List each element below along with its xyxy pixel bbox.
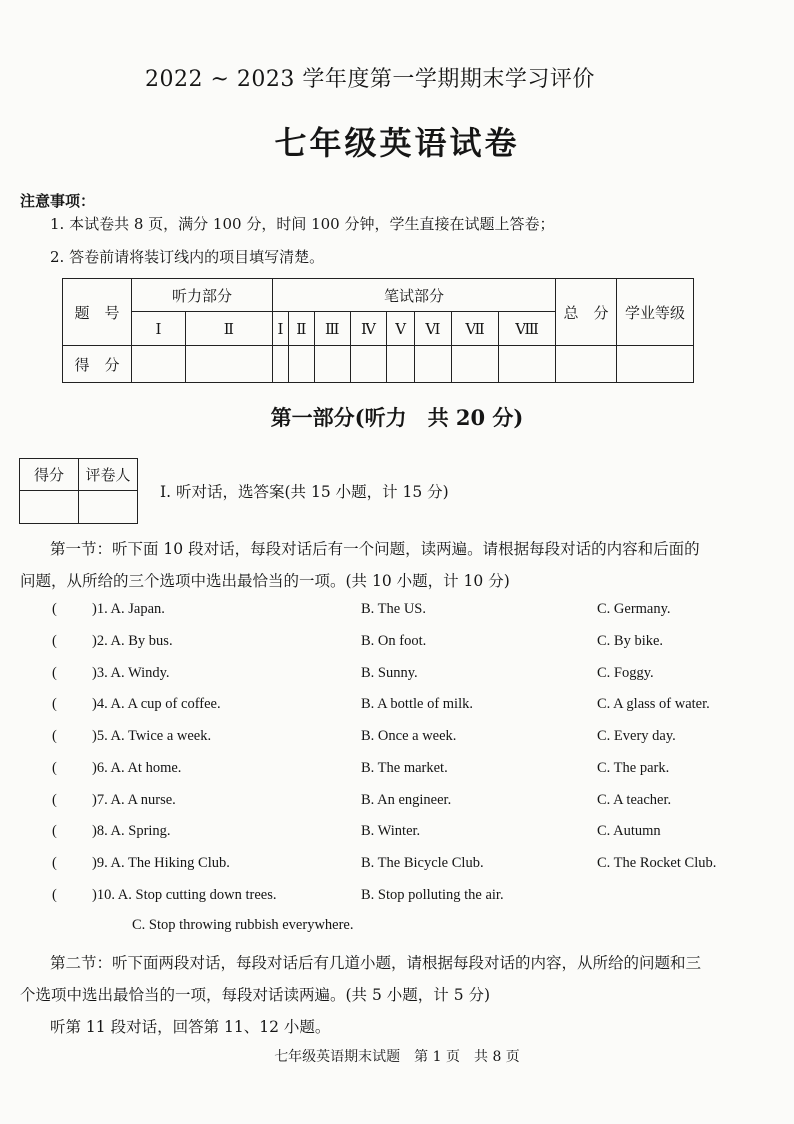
question-row (0, 855, 794, 879)
listening-header: 听力部分 (132, 279, 273, 312)
question-row (0, 665, 794, 689)
option-b: B. The Bicycle Club. (361, 855, 484, 871)
exam-main-title: 七年级英语试卷 (274, 124, 520, 162)
notes-heading: 注意事项： (20, 192, 96, 210)
question-row (0, 633, 794, 657)
writing-col-4: Ⅳ (350, 312, 387, 346)
writing-col-7: Ⅶ (452, 312, 499, 346)
option-c: C. A teacher. (597, 792, 672, 808)
answer-blank[interactable]: ( (52, 601, 57, 617)
question-row (0, 887, 794, 911)
question-row (0, 728, 794, 752)
option-b: B. Sunny. (361, 665, 418, 681)
grader-name-cell[interactable] (79, 491, 138, 524)
grade-header: 学业等级 (617, 279, 694, 346)
page-footer: 七年级英语期末试题 第 1 页 共 8 页 (274, 1049, 520, 1065)
score-cell[interactable] (314, 346, 350, 383)
answer-blank[interactable]: ( (52, 760, 57, 776)
option-b: B. Winter. (361, 823, 421, 839)
score-cell[interactable] (499, 346, 556, 383)
grader-box (19, 458, 138, 524)
note-item-2: 2. 答卷前请将装订线内的项目填写清楚。 (50, 248, 325, 266)
writing-col-3: Ⅲ (314, 312, 350, 346)
answer-blank[interactable]: ( (52, 792, 57, 808)
total-header: 总 分 (556, 279, 617, 346)
score-cell[interactable] (272, 346, 288, 383)
note-item-1: 1. 本试卷共 8 页，满分 100 分，时间 100 分钟，学生直接在试题上答卷； (50, 215, 555, 233)
option-a: )4. A. A cup of coffee. (92, 696, 221, 712)
option-b: B. The market. (361, 760, 448, 776)
total-score-cell[interactable] (556, 346, 617, 383)
option-a: )6. A. At home. (92, 760, 182, 776)
option-b: B. Stop polluting the air. (361, 887, 504, 903)
score-cell[interactable] (414, 346, 451, 383)
option-a: )9. A. The Hiking Club. (92, 855, 230, 871)
option-b: B. An engineer. (361, 792, 452, 808)
option-c: C. The Rocket Club. (597, 855, 717, 871)
writing-col-6: Ⅵ (414, 312, 451, 346)
question-row (0, 760, 794, 784)
section2-instruction-1: 第二节：听下面两段对话，每段对话后有几道小题，请根据每段对话的内容，从所给的问题和三 (50, 954, 702, 972)
option-c: C. By bike. (597, 633, 664, 649)
option-c: C. Autumn (597, 823, 661, 839)
question-row (0, 823, 794, 847)
option-c: C. A glass of water. (597, 696, 710, 712)
score-cell[interactable] (132, 346, 186, 383)
option-c: C. The park. (597, 760, 670, 776)
grader-score-cell[interactable] (20, 491, 79, 524)
option-c: C. Germany. (597, 601, 671, 617)
listening-col-1: Ⅰ (132, 312, 186, 346)
score-cell[interactable] (288, 346, 314, 383)
listening-col-2: Ⅱ (185, 312, 272, 346)
score-cell[interactable] (387, 346, 414, 383)
section2-instruction-2: 个选项中选出最恰当的一项，每段对话读两遍。(共 5 小题，计 5 分) (20, 986, 491, 1004)
option-a: )10. A. Stop cutting down trees. (92, 887, 277, 903)
answer-blank[interactable]: ( (52, 665, 57, 681)
option-a: )5. A. Twice a week. (92, 728, 212, 744)
section1-title: Ⅰ. 听对话，选答案(共 15 小题，计 15 分) (160, 483, 449, 501)
answer-blank[interactable]: ( (52, 696, 57, 712)
option-a: )1. A. Japan. (92, 601, 165, 617)
option-a: )3. A. Windy. (92, 665, 170, 681)
question-row (0, 696, 794, 720)
score-table-row-header: 题 号 (63, 279, 132, 346)
option-b: B. A bottle of milk. (361, 696, 473, 712)
grade-cell[interactable] (617, 346, 694, 383)
q10-option-c: C. Stop throwing rubbish everywhere. (132, 917, 354, 933)
writing-col-5: Ⅴ (387, 312, 414, 346)
writing-header: 笔试部分 (272, 279, 555, 312)
section2-instruction-3: 听第 11 段对话，回答第 11、12 小题。 (50, 1018, 331, 1036)
answer-blank[interactable]: ( (52, 633, 57, 649)
score-cell[interactable] (350, 346, 387, 383)
question-row (0, 792, 794, 816)
score-cell[interactable] (452, 346, 499, 383)
option-c: C. Every day. (597, 728, 676, 744)
option-b: B. The US. (361, 601, 426, 617)
answer-blank[interactable]: ( (52, 855, 57, 871)
section1-instruction-1: 第一节：听下面 10 段对话，每段对话后有一个问题，读两遍。请根据每段对话的内容和后面的 (50, 540, 700, 558)
part1-title: 第一部分(听力 共 20 分) (270, 405, 524, 430)
writing-col-8: Ⅷ (499, 312, 556, 346)
score-table (62, 278, 694, 383)
answer-blank[interactable]: ( (52, 887, 57, 903)
option-a: )8. A. Spring. (92, 823, 171, 839)
grader-score-label: 得分 (20, 459, 79, 491)
option-c: C. Foggy. (597, 665, 654, 681)
option-a: )2. A. By bus. (92, 633, 173, 649)
exam-year-title: 2022 ~ 2023 学年度第一学期期末学习评价 (145, 67, 595, 92)
option-a: )7. A. A nurse. (92, 792, 176, 808)
option-b: B. On foot. (361, 633, 427, 649)
answer-blank[interactable]: ( (52, 823, 57, 839)
question-row (0, 601, 794, 625)
writing-col-1: Ⅰ (272, 312, 288, 346)
answer-blank[interactable]: ( (52, 728, 57, 744)
writing-col-2: Ⅱ (288, 312, 314, 346)
grader-name-label: 评卷人 (79, 459, 138, 491)
score-row-label: 得 分 (63, 346, 132, 383)
section1-instruction-2: 问题，从所给的三个选项中选出最恰当的一项。(共 10 小题，计 10 分) (20, 572, 510, 590)
score-cell[interactable] (185, 346, 272, 383)
option-b: B. Once a week. (361, 728, 457, 744)
